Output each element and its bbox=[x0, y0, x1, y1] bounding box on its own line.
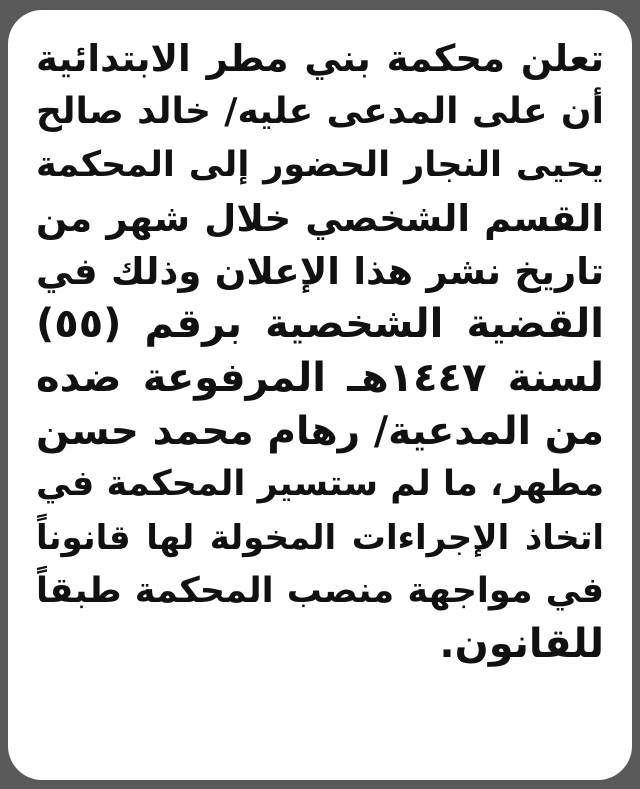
notice-line-1: تعلن محكمة بني مطر الابتدائية bbox=[36, 37, 604, 80]
notice-card bbox=[8, 10, 632, 780]
notice-line-11: في مواجهة منصب المحكمة طبقاً bbox=[36, 570, 604, 611]
notice-line-6: القضية الشخصية برقم (٥٥) bbox=[36, 301, 604, 348]
notice-line-9: مطهر، ما لم ستسير المحكمة في bbox=[36, 464, 604, 505]
notice-line-8: من المدعية/ رهام محمد حسن bbox=[36, 409, 604, 455]
notice-line-10: اتخاذ الإجراءات المخولة لها قانوناً bbox=[36, 517, 604, 558]
notice-line-2: أن على المدعى عليه/ خالد صالح bbox=[36, 91, 604, 133]
notice-line-5: تاريخ نشر هذا الإعلان وذلك في bbox=[36, 250, 604, 294]
notice-line-12: للقانون. bbox=[439, 621, 604, 668]
notice-line-3: يحيى النجار الحضور إلى المحكمة bbox=[36, 144, 604, 185]
court-notice-text bbox=[36, 32, 604, 672]
notice-line-7: لسنة ١٤٤٧هـ المرفوعة ضده bbox=[36, 354, 604, 401]
notice-line-4: القسم الشخصي خلال شهر من bbox=[36, 196, 604, 240]
